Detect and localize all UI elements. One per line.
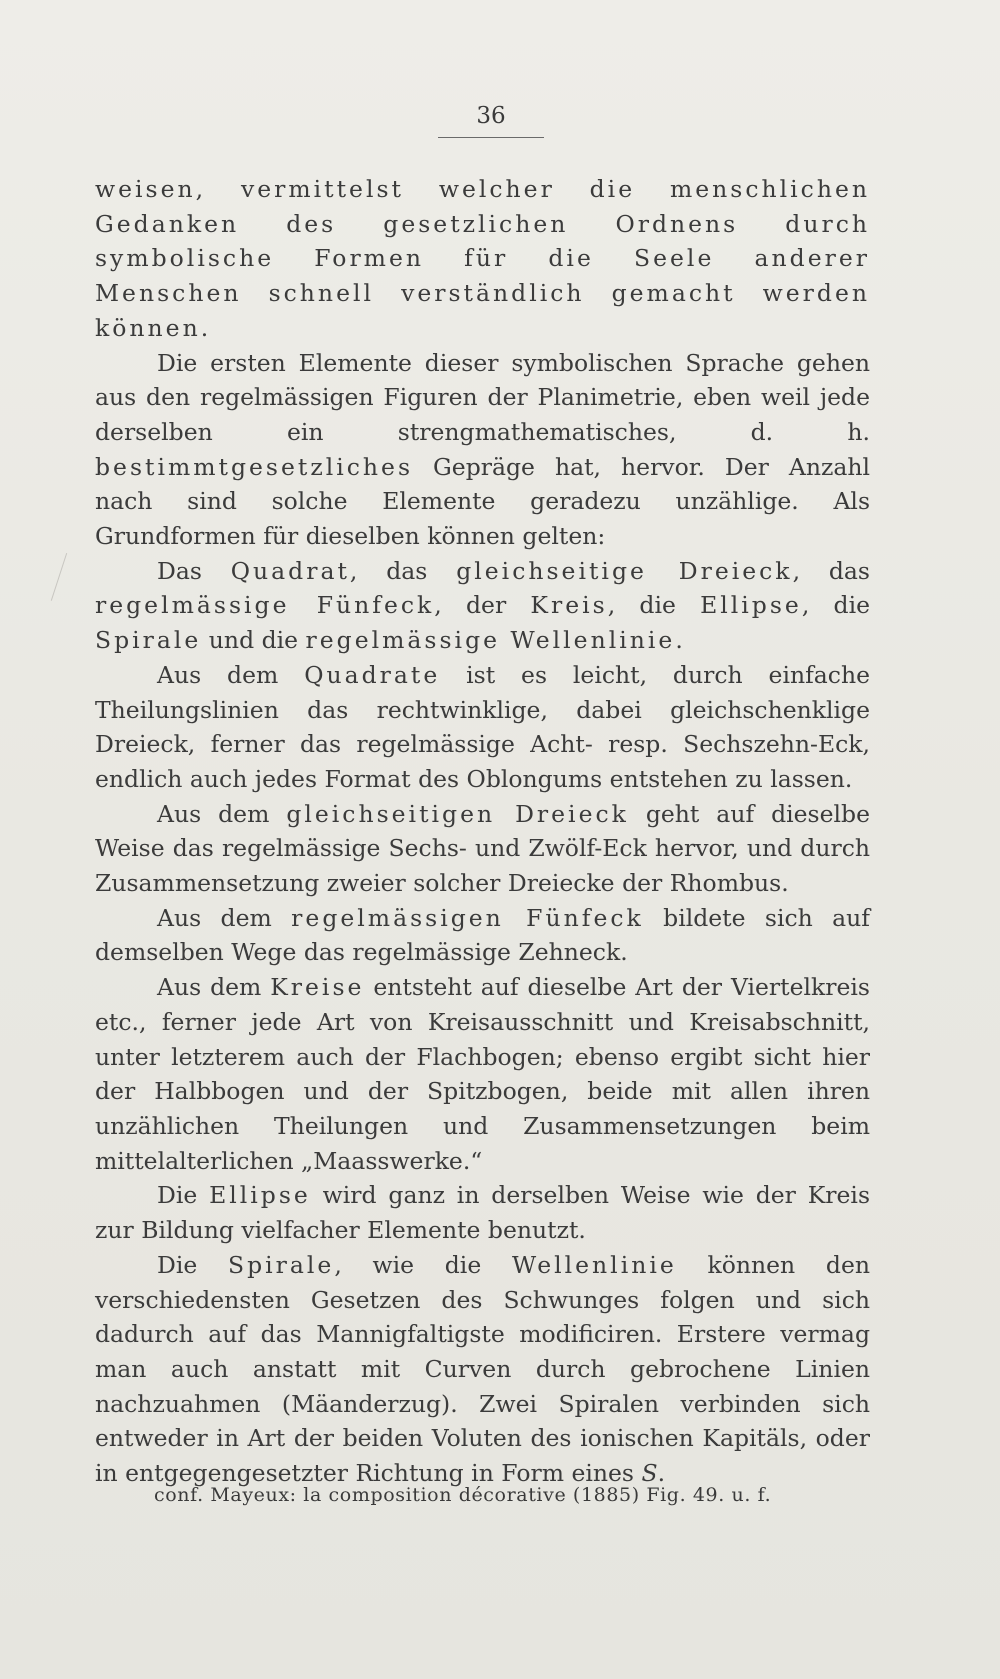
spaced-emphasis-text: regelmässige Wellenlinie [305,626,676,655]
paragraph [95,554,870,658]
spaced-emphasis-text: gleichseitige Dreieck [456,556,793,585]
paragraph-text: bildete sich auf demselben Wege das regelmässige Zehneck. [95,903,870,967]
paragraph-text: können den verschiedensten Gesetzen des Schwunges folgen und sich dadurch auf das Mannigfaltigste modificiren. Erstere vermag man auch anstatt mit Curven durch gebrochene Linien nachzuahmen (Mäanderzug). Zwei Spiralen verbinden sich entweder in Art der beiden Voluten des ionischen Kapitäls, oder in entgegengesetzter Richtung in Form eines [95,1250,870,1488]
paragraph-text: und die [201,626,306,655]
spaced-emphasis-text: Ellipse [209,1181,311,1210]
paragraph-text: , die [607,591,701,620]
paragraph [95,970,870,1178]
paragraph-text: Aus dem [157,973,271,1002]
paragraph-text: S [641,1459,658,1488]
paragraph-text: . [657,1459,666,1488]
paragraph [95,658,870,797]
paragraph-text: , wie die [334,1250,512,1279]
paragraph-text: Das [157,556,231,585]
paragraph-text: , die [801,591,870,620]
spaced-emphasis-text: Quadrate [304,660,441,689]
paragraph-text: entsteht auf dieselbe Art der Viertelkreis etc., ferner jede Art von Kreisausschnitt und Kreisabschnitt, unter letzterem auch der Flachbogen; ebenso ergibt sicht hier der Halbbogen und der Spitzbogen, beide mit allen ihren unzählichen Theilungen und Zusammensetzungen beim mittelalterlichen „Maasswerke.“ [95,973,870,1175]
paragraph-text: Die [157,1181,210,1210]
paragraph-text: Die [157,1250,228,1279]
footnote: conf. Mayeux: la composition décorative (1885) Fig. 49. u. f. [154,1484,772,1506]
spaced-emphasis-text: weisen, vermittelst welcher die menschlichen Gedanken des gesetzlichen Ordnens durch symbolische Formen für die Seele anderer Menschen schnell verständlich gemacht werden können. [95,175,870,342]
page-number: 36 [476,103,506,129]
paragraph-text: ist es leicht, durch einfache Theilungslinien das rechtwinklige, dabei gleichschenklige Dreieck, ferner das regelmässige Acht- resp. Sechszehn-Eck, endlich auch jedes Format des Oblongums entstehen zu lassen. [95,660,871,793]
spaced-emphasis-text: Wellenlinie [511,1250,677,1279]
paragraph [95,1248,870,1491]
paragraph-text: . [675,626,683,655]
paragraph-text: Gepräge hat, hervor. Der Anzahl nach sind solche Elemente geradezu unzählige. Als Grundformen für dieselben können gelten: [95,452,870,551]
spaced-emphasis-text: Kreis [530,591,608,620]
page-number-rule [438,137,544,138]
paragraph-text: , der [434,591,531,620]
spaced-emphasis-text: regelmässige Fünfeck [95,591,435,620]
margin-pencil-mark [51,553,86,607]
paragraph-text: Aus dem [157,799,287,828]
paragraph-text: , das [349,556,457,585]
spaced-emphasis-text: Spirale [227,1250,335,1279]
paragraph [95,346,870,554]
paragraph-text: wird ganz in derselben Weise wie der Kreis zur Bildung vielfacher Elemente benutzt. [95,1181,871,1245]
paragraph-text: geht auf dieselbe Weise das regelmässige Sechs- und Zwölf-Eck hervor, und durch Zusammensetzung zweier solcher Dreiecke der Rhombus. [95,799,870,898]
spaced-emphasis-text: bestimmtgesetzliches [95,452,414,481]
spaced-emphasis-text: Quadrat [230,556,350,585]
spaced-emphasis-text: Spirale [95,626,202,655]
paragraph [95,1178,870,1247]
spaced-emphasis-text: Ellipse [700,591,802,620]
paragraph-text: Aus dem [157,660,305,689]
spaced-emphasis-text: Kreise [270,973,365,1002]
body-text [95,172,870,1491]
paragraph [95,901,870,970]
spaced-emphasis-text: gleichseitigen Dreieck [286,799,629,828]
paragraph [95,797,870,901]
paragraph-text: , das [792,556,870,585]
paragraph [95,172,870,346]
paragraph-text: Aus dem [157,903,292,932]
spaced-emphasis-text: regelmässigen Fünfeck [291,903,644,932]
paragraph-text: Die ersten Elemente dieser symbolischen Sprache gehen aus den regelmässigen Figuren der Planimetrie, eben weil jede derselben ein strengmathematisches, d. h. [95,348,870,446]
